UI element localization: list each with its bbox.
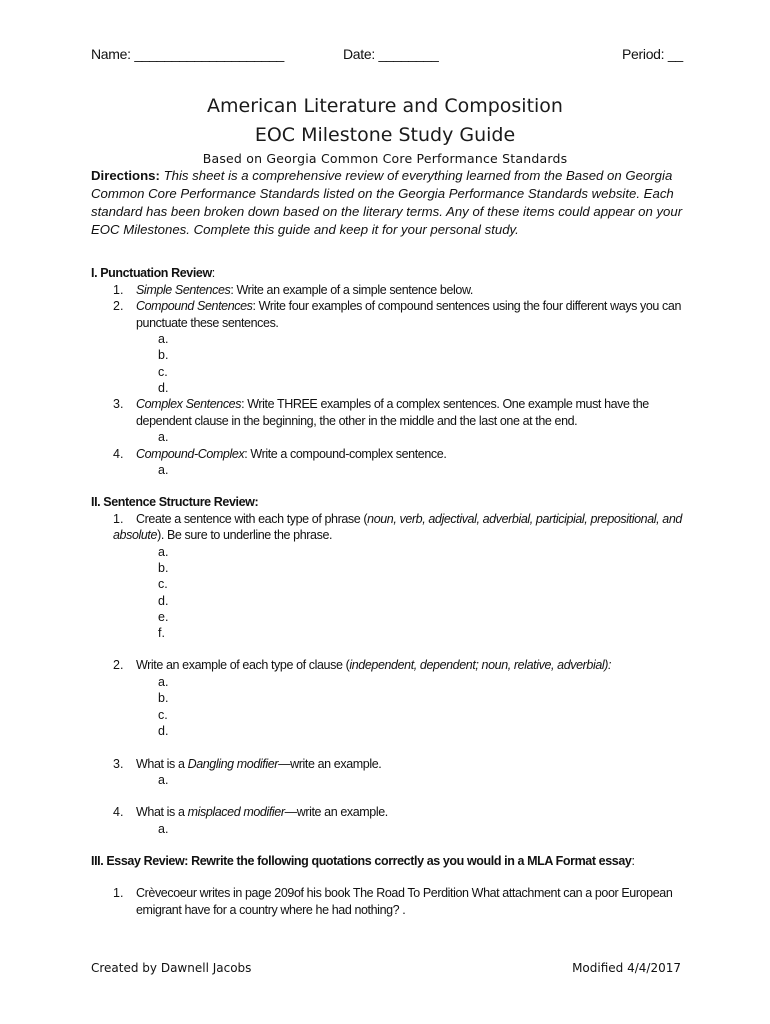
directions-text: This sheet is a comprehensive review of everything learned from the Based on Georgia Common Core Performance Standards listed on the Georgia Performance Standards website. Each standard has been broken down based on the literary terms. Any of these items could appear on your EOC Milestones. Complete this guide and keep it for your personal study. xyxy=(91,168,683,237)
answer-letter: a. xyxy=(158,332,169,346)
list-number: 1. xyxy=(113,512,124,526)
section-1-heading: I. Punctuation Review: xyxy=(91,266,215,280)
list-item: What is a misplaced modifier—write an example. xyxy=(136,805,388,819)
list-number: 3. xyxy=(113,397,124,411)
list-number: 4. xyxy=(113,447,124,461)
document-title: American Literature and Composition xyxy=(207,95,563,117)
answer-letter: c. xyxy=(158,708,168,722)
section-2-heading: II. Sentence Structure Review: xyxy=(91,495,259,509)
directions-paragraph xyxy=(91,167,689,239)
list-item: What is a Dangling modifier—write an example. xyxy=(136,757,382,771)
answer-letter: e. xyxy=(158,610,169,624)
standards-subtitle: Based on Georgia Common Core Performance Standards xyxy=(202,151,568,166)
answer-letter: c. xyxy=(158,365,168,379)
answer-letter: f. xyxy=(158,626,165,640)
list-number: 1. xyxy=(113,886,124,900)
list-number: 3. xyxy=(113,757,124,771)
list-item: Write an example of each type of clause (independent, dependent; noun, relative, adverbial): xyxy=(136,658,612,672)
list-item: Complex Sentences: Write THREE examples of a complex sentences. One example must have the xyxy=(136,397,649,411)
list-item: Crèvecoeur writes in page 209of his book The Road To Perdition What attachment can a poor European xyxy=(136,886,673,900)
answer-letter: d. xyxy=(158,381,169,395)
answer-letter: a. xyxy=(158,430,169,444)
list-item: Compound-Complex: Write a compound-complex sentence. xyxy=(136,447,447,461)
list-item: Create a sentence with each type of phrase (noun, verb, adjectival, adverbial, participial, prepositional, and xyxy=(136,512,682,526)
list-item-continuation: dependent clause in the beginning, the other in the middle and the last one at the end. xyxy=(136,414,578,428)
footer-modified-date: Modified 4/4/2017 xyxy=(572,961,681,975)
document-subtitle-title: EOC Milestone Study Guide xyxy=(254,124,516,146)
name-field-label: Name: ____________________ xyxy=(91,46,285,62)
list-item-continuation: emigrant have for a country where he had nothing? . xyxy=(136,903,406,917)
directions-label: Directions: xyxy=(91,168,160,183)
list-item: Compound Sentences: Write four examples of compound sentences using the four different ways you can xyxy=(136,299,682,313)
list-item: Simple Sentences: Write an example of a simple sentence below. xyxy=(136,283,473,297)
section-3-heading: III. Essay Review: Rewrite the following quotations correctly as you would in a MLA Format essay: xyxy=(91,854,635,868)
answer-letter: a. xyxy=(158,545,169,559)
list-item-continuation: absolute). Be sure to underline the phrase. xyxy=(113,528,333,542)
answer-letter: c. xyxy=(158,577,168,591)
list-number: 2. xyxy=(113,658,124,672)
answer-letter: a. xyxy=(158,773,169,787)
list-number: 4. xyxy=(113,805,124,819)
answer-letter: b. xyxy=(158,561,169,575)
list-number: 2. xyxy=(113,299,124,313)
answer-letter: a. xyxy=(158,822,169,836)
answer-letter: b. xyxy=(158,691,169,705)
period-field-label: Period: __ xyxy=(622,46,683,62)
answer-letter: a. xyxy=(158,675,169,689)
list-number: 1. xyxy=(113,283,124,297)
answer-letter: d. xyxy=(158,594,169,608)
answer-letter: a. xyxy=(158,463,169,477)
answer-letter: d. xyxy=(158,724,169,738)
date-field-label: Date: ________ xyxy=(343,46,439,62)
footer-author: Created by Dawnell Jacobs xyxy=(91,961,252,975)
list-item-continuation: punctuate these sentences. xyxy=(136,316,279,330)
answer-letter: b. xyxy=(158,348,169,362)
